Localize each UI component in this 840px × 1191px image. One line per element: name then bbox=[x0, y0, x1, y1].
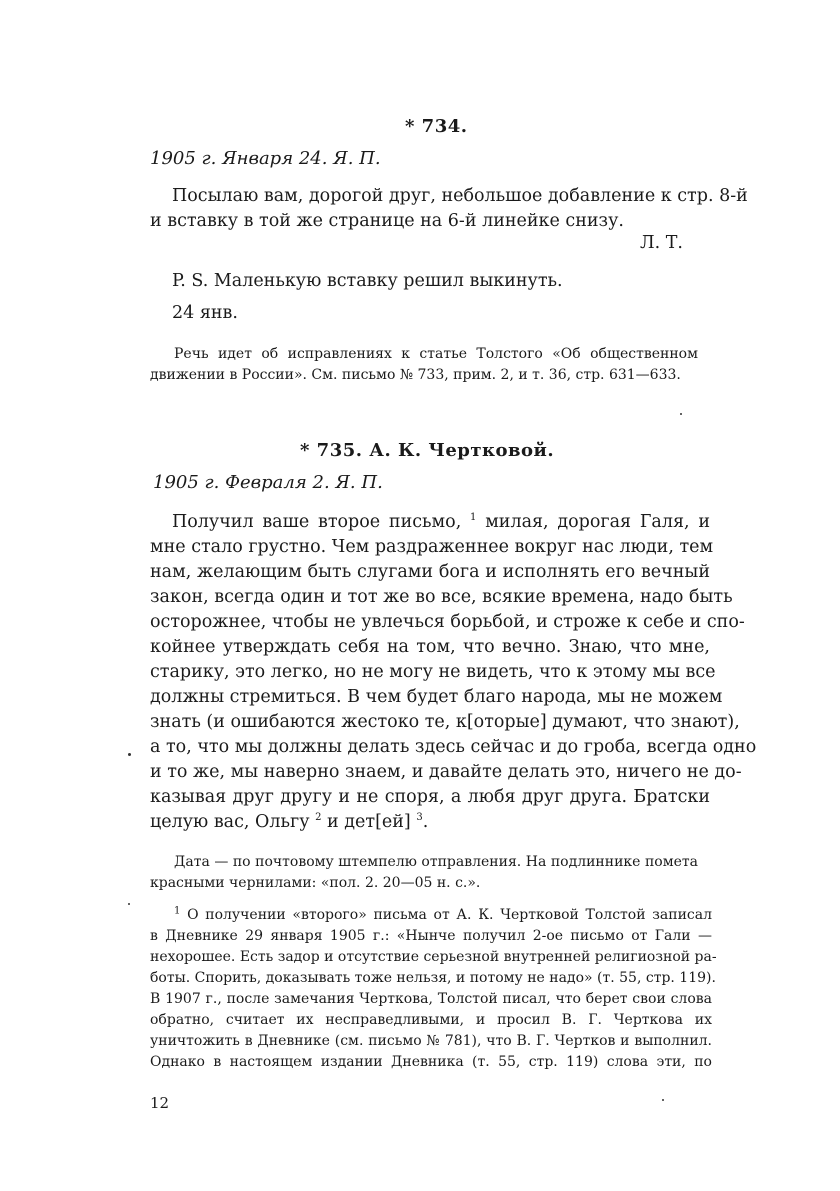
print-speck bbox=[128, 753, 131, 756]
letter-735-body-line: а то, что мы должны делать здесь сейчас и до гроба, всегда одно bbox=[150, 737, 757, 757]
letter-735-body-line: и то же, мы наверно знаем, и давайте делать это, ничего не до- bbox=[150, 762, 742, 782]
letter-735-heading: * 735. А. К. Чертковой. bbox=[300, 440, 555, 461]
footnote-line: В 1907 г., после замечания Черткова, Толстой писал, что берет свои слова bbox=[150, 991, 712, 1007]
print-speck bbox=[662, 1099, 664, 1101]
letter-735-date: 1905 г. Февраля 2. Я. П. bbox=[153, 472, 383, 493]
letter-735-body-line: Получил ваше второе письмо, $^1$ милая, дорогая Галя, и bbox=[172, 512, 710, 532]
letter-734-heading: * 734. bbox=[405, 116, 468, 137]
footnote-ref-2: 2 bbox=[315, 812, 322, 824]
print-speck bbox=[128, 903, 130, 905]
letter-735-body-line: мне стало грустно. Чем раздраженнее вокруг нас люди, тем bbox=[150, 537, 714, 557]
letter-734-ps-date: 24 янв. bbox=[172, 303, 238, 323]
footnote-line: Однако в настоящем издании Дневника (т. 55, стр. 119) слова эти, по bbox=[150, 1054, 712, 1070]
letter-735-body-line: казывая друг другу и не споря, а любя друг друга. Братски bbox=[150, 787, 710, 807]
letter-735-body-line: нам, желающим быть слугами бога и исполнять его вечный bbox=[150, 562, 710, 582]
footnote-line: в Дневнике 29 января 1905 г.: «Нынче получил 2-ое письмо от Гали — bbox=[150, 928, 712, 944]
letter-734-commentary-line: движении в России». См. письмо № 733, прим. 2, и т. 36, стр. 631—633. bbox=[150, 367, 681, 383]
letter-734-body-line: Посылаю вам, дорогой друг, небольшое добавление к стр. 8-й bbox=[172, 186, 748, 206]
footnote-ref-1: 1 bbox=[470, 512, 477, 524]
page-number: 12 bbox=[150, 1094, 170, 1112]
footnote-ref-3: 3 bbox=[416, 812, 423, 824]
letter-735-body-line: старику, это легко, но не могу не видеть, что к этому мы все bbox=[150, 662, 716, 682]
letter-734-signature: Л. Т. bbox=[640, 233, 683, 253]
print-speck bbox=[680, 413, 682, 415]
letter-735-body-line: осторожнее, чтобы не увлечься борьбой, и строже к себе и спо- bbox=[150, 612, 745, 632]
footnote-line: уничтожить в Дневнике (см. письмо № 781), что В. Г. Чертков и выполнил. bbox=[150, 1033, 712, 1049]
letter-734-commentary-line: Речь идет об исправлениях к статье Толстого «Об общественном bbox=[174, 346, 698, 362]
footnote-marker: 1 bbox=[174, 905, 181, 917]
footnote-line: обратно, считает их несправедливыми, и просил В. Г. Черткова их bbox=[150, 1012, 712, 1028]
footnote-line: $^1$ О получении «второго» письма от А. К. Чертковой Толстой записал bbox=[174, 905, 712, 923]
letter-735-body-line: должны стремиться. В чем будет благо народа, мы не можем bbox=[150, 687, 723, 707]
letter-734-postscript: P. S. Маленькую вставку решил выкинуть. bbox=[172, 271, 563, 291]
letter-735-commentary-line: Дата — по почтовому штемпелю отправления. На подлиннике помета bbox=[174, 854, 698, 870]
footnote-line: нехорошее. Есть задор и отсутствие серьезной внутренней религиозной ра- bbox=[150, 949, 717, 965]
letter-735-body-line: койнее утверждать себя на том, что вечно. Знаю, что мне, bbox=[150, 637, 710, 657]
letter-734-body-line: и вставку в той же странице на 6-й линейке снизу. bbox=[150, 211, 624, 231]
letter-735-body-line: знать (и ошибаются жестоко те, к[оторые] думают, что знают), bbox=[150, 712, 740, 732]
footnote-line: боты. Спорить, доказывать тоже нельзя, и потому не надо» (т. 55, стр. 119). bbox=[150, 970, 716, 986]
letter-735-body-line: целую вас, Ольгу $^2$ и дет[ей] $^3$. bbox=[150, 812, 429, 832]
letter-734-date: 1905 г. Января 24. Я. П. bbox=[150, 148, 381, 169]
letter-735-commentary-line: красными чернилами: «пол. 2. 20—05 н. с.». bbox=[150, 875, 481, 891]
letter-735-body-line: закон, всегда один и тот же во все, всякие времена, надо быть bbox=[150, 587, 733, 607]
